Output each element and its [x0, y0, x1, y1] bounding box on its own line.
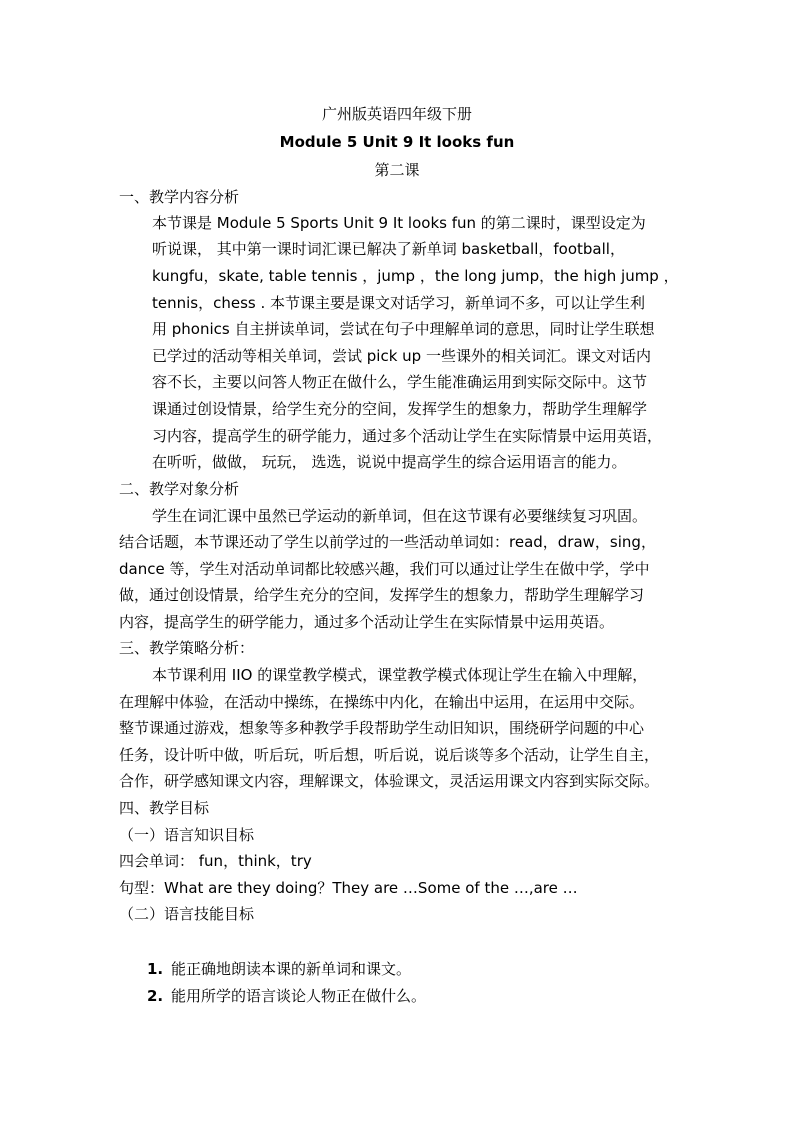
section-heading-learner-analysis: 二、教学对象分析	[119, 480, 240, 498]
paragraph-line: 任务，设计听中做，听后玩，听后想，听后说，说后谈等多个活动，让学生自主，	[119, 746, 660, 764]
paragraph-line: 学生在词汇课中虽然已学运动的新单词，但在这节课有必要继续复习巩固。	[152, 507, 648, 525]
paragraph-line: 合作，研学感知课文内容，理解课文，体验课文，灵活运用课文内容到实际交际。	[119, 772, 660, 790]
section-heading-teaching-goals: 四、教学目标	[119, 799, 210, 817]
list-text: 能用所学的语言谈论人物正在做什么。	[171, 987, 427, 1005]
list-item	[147, 958, 411, 980]
section-heading-strategy-analysis: 三、教学策略分析：	[119, 639, 255, 657]
paragraph-line: 听说课， 其中第一课时词汇课已解决了新单词 basketball，football，	[152, 240, 625, 258]
subheading-skill-goals: （二）语言技能目标	[119, 905, 255, 923]
list-item	[147, 985, 426, 1007]
paragraph-line: 容不长，主要以问答人物正在做什么，学生能准确运用到实际交际中。这节	[152, 373, 648, 391]
list-text: 能正确地朗读本课的新单词和课文。	[171, 960, 412, 978]
paragraph-line: 用 phonics 自主拼读单词，尝试在句子中理解单词的意思，同时让学生联想	[152, 320, 655, 338]
paragraph-line: 课通过创设情景，给学生充分的空间，发挥学生的想象力，帮助学生理解学	[152, 400, 648, 418]
sentence-pattern-line: 句型：What are they doing？They are …Some of the …,are …	[119, 879, 578, 897]
list-number: 2.	[147, 987, 164, 1005]
document-title: 广州版英语四年级下册	[321, 105, 472, 123]
paragraph-line: 结合话题，本节课还动了学生以前学过的一些活动单词如：read，draw，sing，	[119, 533, 656, 551]
paragraph-line: 做，通过创设情景，给学生充分的空间，发挥学生的想象力，帮助学生理解学习	[119, 586, 645, 604]
list-number: 1.	[147, 960, 164, 978]
paragraph-line: tennis，chess . 本节课主要是课文对话学习，新单词不多，可以让学生利	[152, 294, 646, 312]
lesson-label: 第二课	[374, 161, 420, 179]
subheading-knowledge-goals: （一）语言知识目标	[119, 826, 255, 844]
paragraph-line: 在理解中体验，在活动中操练，在操练中内化，在输出中运用，在运用中交际。	[119, 693, 645, 711]
paragraph-line: 内容，提高学生的研学能力，通过多个活动让学生在实际情景中运用英语。	[119, 613, 615, 631]
paragraph-line: 本节课利用 IIO 的课堂教学模式，课堂教学模式体现让学生在输入中理解，	[152, 666, 648, 684]
section-heading-content-analysis: 一、教学内容分析	[119, 188, 240, 206]
paragraph-line: dance 等，学生对活动单词都比较感兴趣，我们可以通过让学生在做中学，学中	[119, 560, 650, 578]
paragraph-line: kungfu，skate, table tennis ，jump ，the long jump，the high jump ，	[152, 267, 679, 285]
vocabulary-line: 四会单词： fun，think，try	[119, 852, 312, 870]
paragraph-line: 已学过的活动等相关单词，尝试 pick up 一些课外的相关词汇。课文对话内	[152, 347, 651, 365]
paragraph-line: 整节课通过游戏，想象等多种教学手段帮助学生动旧知识，围绕研学问题的中心	[119, 719, 645, 737]
document-subtitle: Module 5 Unit 9 It looks fun	[279, 133, 515, 151]
paragraph-line: 本节课是 Module 5 Sports Unit 9 It looks fun 的第二课时，课型设定为	[152, 214, 646, 232]
paragraph-line: 习内容，提高学生的研学能力，通过多个活动让学生在实际情景中运用英语，	[152, 427, 663, 445]
paragraph-line: 在听听，做做， 玩玩， 选选，说说中提高学生的综合运用语言的能力。	[152, 453, 627, 471]
